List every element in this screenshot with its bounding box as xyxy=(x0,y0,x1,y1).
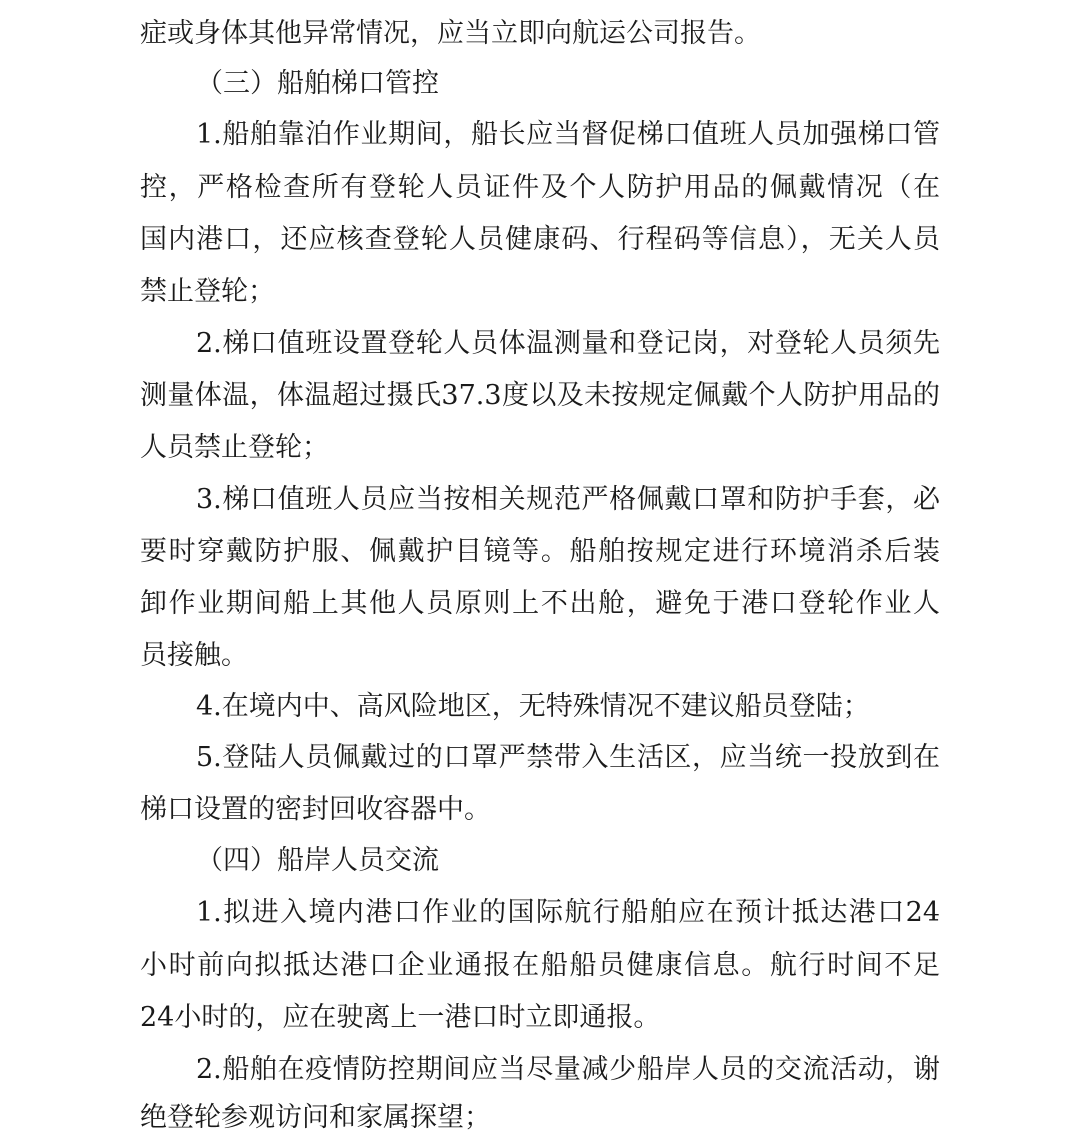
text-line: 小时前向拟抵达港口企业通报在船船员健康信息。航行时间不足 xyxy=(140,950,940,981)
text-line: 要时穿戴防护服、佩戴护目镜等。船舶按规定进行环境消杀后装 xyxy=(140,536,940,567)
text-line: 禁止登轮； xyxy=(140,276,275,307)
text-line: 绝登轮参观访问和家属探望； xyxy=(140,1102,491,1133)
section-heading-4: （四）船岸人员交流 xyxy=(196,845,439,876)
text-line: 国内港口，还应核查登轮人员健康码、行程码等信息），无关人员 xyxy=(140,224,940,255)
text-line: 1.船舶靠泊作业期间，船长应当督促梯口值班人员加强梯口管 xyxy=(196,119,940,150)
text-line: 2.船舶在疫情防控期间应当尽量减少船岸人员的交流活动，谢 xyxy=(196,1054,940,1085)
text-line: 梯口设置的密封回收容器中。 xyxy=(140,794,491,825)
text-line: 3.梯口值班人员应当按相关规范严格佩戴口罩和防护手套，必 xyxy=(196,484,940,515)
text-line: 员接触。 xyxy=(140,640,248,671)
text-line: 测量体温，体温超过摄氏37.3度以及未按规定佩戴个人防护用品的 xyxy=(140,380,940,411)
text-line: 控，严格检查所有登轮人员证件及个人防护用品的佩戴情况（在 xyxy=(140,172,940,203)
section-heading-3: （三）船舶梯口管控 xyxy=(196,68,439,99)
text-line: 卸作业期间船上其他人员原则上不出舱，避免于港口登轮作业人 xyxy=(140,588,940,619)
text-line: 2.梯口值班设置登轮人员体温测量和登记岗，对登轮人员须先 xyxy=(196,328,940,359)
text-line: 人员禁止登轮； xyxy=(140,432,329,463)
text-line: 症或身体其他异常情况，应当立即向航运公司报告。 xyxy=(140,18,761,49)
text-line: 24小时的，应在驶离上一港口时立即通报。 xyxy=(140,1002,661,1033)
text-line: 1.拟进入境内港口作业的国际航行船舶应在预计抵达港口24 xyxy=(196,897,940,928)
text-line: 4.在境内中、高风险地区，无特殊情况不建议船员登陆； xyxy=(196,691,870,722)
text-line: 5.登陆人员佩戴过的口罩严禁带入生活区，应当统一投放到在 xyxy=(196,742,940,773)
